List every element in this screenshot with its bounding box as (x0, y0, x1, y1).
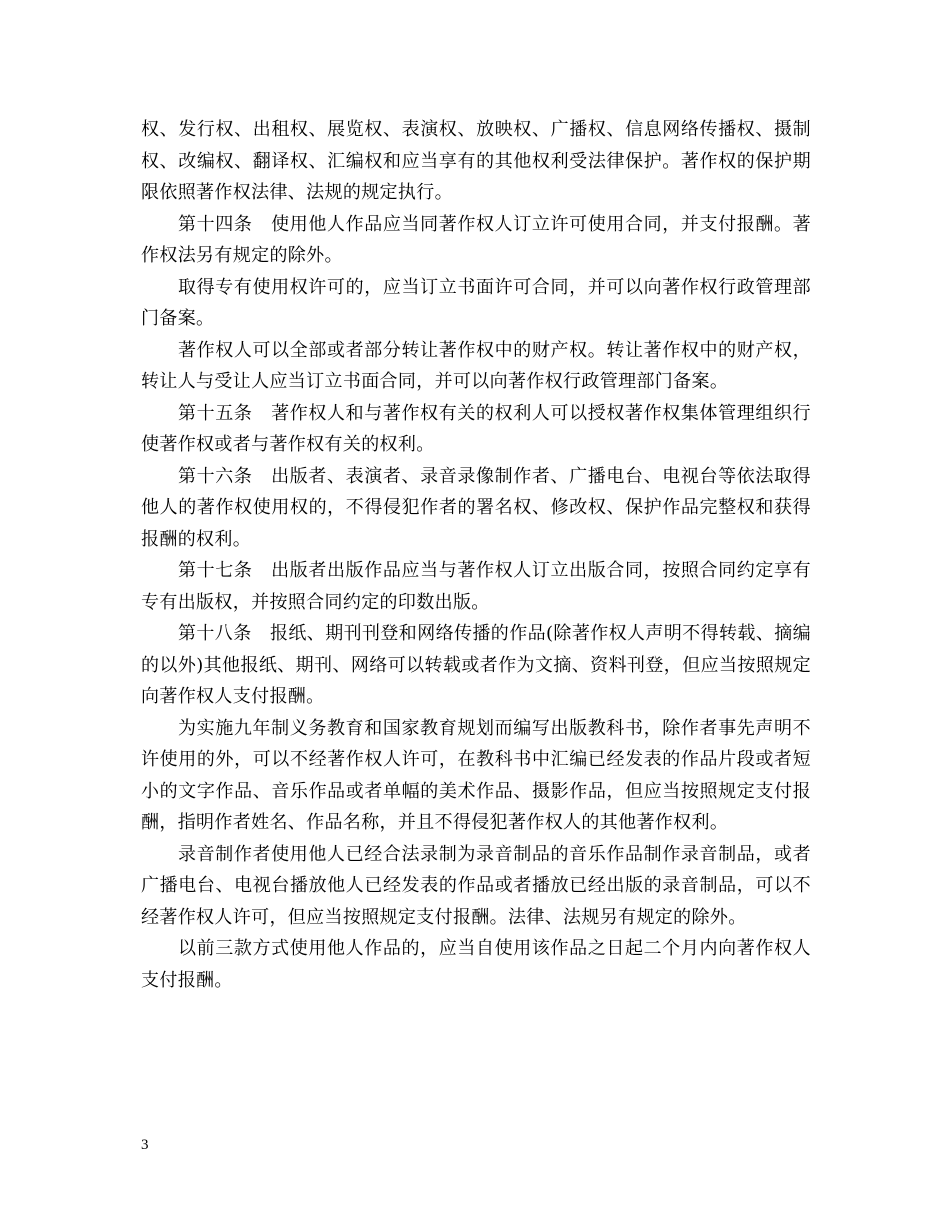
paragraph-exclusive-license: 取得专有使用权许可的，应当订立书面许可合同，并可以向著作权行政管理部门备案。 (141, 276, 811, 329)
page-number: 3 (141, 1137, 149, 1153)
paragraph-payment-deadline: 以前三款方式使用他人作品的，应当自使用该作品之日起二个月内向著作权人支付报酬。 (141, 938, 811, 991)
paragraph-sound-recordings: 录音制作者使用他人已经合法录制为录音制品的音乐作品制作录音制品，或者广播电台、电视台播放他人已经发表的作品或者播放已经出版的录音制品，可以不经著作权人许可，但应当按照规定支付报酬。法律、法规另有规定的除外。 (141, 843, 811, 928)
paragraph-article-14: 第十四条 使用他人作品应当同著作权人订立许可使用合同，并支付报酬。著作权法另有规定的除外。 (141, 213, 811, 266)
paragraph-article-16: 第十六条 出版者、表演者、录音录像制作者、广播电台、电视台等依法取得他人的著作权使用权的，不得侵犯作者的署名权、修改权、保护作品完整权和获得报酬的权利。 (141, 465, 811, 550)
paragraph-article-18: 第十八条 报纸、期刊刊登和网络传播的作品(除著作权人声明不得转载、摘编的以外)其他报纸、期刊、网络可以转载或者作为文摘、资料刊登，但应当按照规定向著作权人支付报酬。 (141, 623, 811, 707)
paragraph-continued: 权、发行权、出租权、展览权、表演权、放映权、广播权、信息网络传播权、摄制权、改编权、翻译权、汇编权和应当享有的其他权利受法律保护。著作权的保护期限依照著作权法律、法规的规定执行。 (141, 119, 811, 203)
paragraph-textbooks: 为实施九年制义务教育和国家教育规划而编写出版教科书，除作者事先声明不许使用的外，可以不经著作权人许可，在教科书中汇编已经发表的作品片段或者短小的文字作品、音乐作品或者单幅的美术作品、摄影作品，但应当按照规定支付报酬，指明作者姓名、作品名称，并且不得侵犯著作权人的其他著作权利。 (141, 717, 811, 833)
paragraph-article-15: 第十五条 著作权人和与著作权有关的权利人可以授权著作权集体管理组织行使著作权或者与著作权有关的权利。 (141, 402, 811, 455)
paragraph-article-17: 第十七条 出版者出版作品应当与著作权人订立出版合同，按照合同约定享有专有出版权，并按照合同约定的印数出版。 (141, 560, 811, 613)
body-text (141, 114, 811, 996)
paragraph-transfer: 著作权人可以全部或者部分转让著作权中的财产权。转让著作权中的财产权，转让人与受让人应当订立书面合同，并可以向著作权行政管理部门备案。 (141, 339, 811, 392)
